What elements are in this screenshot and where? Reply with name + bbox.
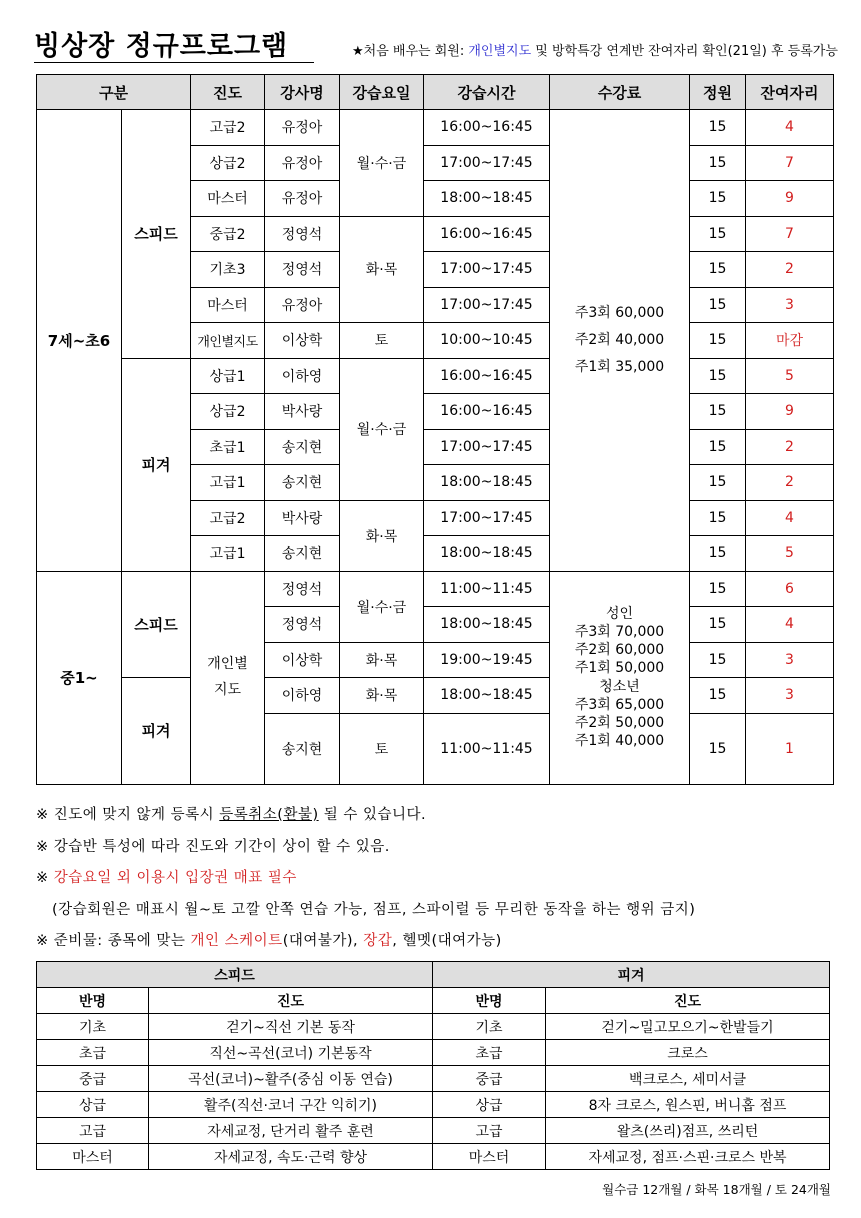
note-text: ※ 준비물: 종목에 맞는 [36, 933, 191, 949]
time-cell: 16:00~16:45 [424, 394, 550, 430]
capacity-cell: 15 [690, 394, 746, 430]
capacity-cell: 15 [690, 145, 746, 181]
capacity-cell: 15 [690, 358, 746, 394]
capacity-cell: 15 [690, 607, 746, 643]
class-cell: 상급 [433, 1092, 546, 1118]
note-equipment [36, 926, 695, 958]
fee-line: 주3회 65,000 [574, 696, 665, 713]
remaining-cell: 4 [746, 110, 834, 146]
instructor-cell: 유정아 [265, 110, 340, 146]
days-cell: 토 [340, 713, 424, 784]
figure-level-cell: 걷기~밀고모으기~한발들기 [546, 1014, 830, 1040]
days-cell: 월·수·금 [340, 571, 424, 642]
note-schedule: ※ 강습반 특성에 따라 진도와 기간이 상이 할 수 있음. [36, 838, 390, 855]
page-title: 빙상장 정규프로그램 [34, 31, 289, 62]
days-cell: 월·수·금 [340, 110, 424, 217]
note-mark: ※ [36, 870, 54, 886]
note-underline: 등록취소(환불) [219, 807, 319, 823]
capacity-cell: 15 [690, 713, 746, 784]
level-cell: 고급2 [191, 110, 265, 146]
remaining-cell: 7 [746, 216, 834, 252]
duration-footer: 월수금 12개월 / 화목 18개월 / 토 24개월 [602, 1182, 831, 1197]
time-cell: 17:00~17:45 [424, 429, 550, 465]
capacity-cell: 15 [690, 216, 746, 252]
level-row [37, 1040, 830, 1066]
class-cell: 기초 [433, 1014, 546, 1040]
remaining-cell: 9 [746, 181, 834, 217]
speed-category-cell: 스피드 [122, 571, 191, 678]
instructor-cell: 송지현 [265, 713, 340, 784]
fee-line: 주2회 40,000 [574, 331, 665, 348]
instructor-cell: 이하영 [265, 358, 340, 394]
fee-youth-label: 청소년 [599, 678, 640, 695]
header-level: 진도 [191, 75, 265, 110]
level-row [37, 1144, 830, 1170]
level-table [36, 961, 830, 1170]
capacity-cell: 15 [690, 536, 746, 572]
speed-level-cell: 자세교정, 단거리 활주 훈련 [149, 1118, 433, 1144]
time-cell: 16:00~16:45 [424, 110, 550, 146]
class-cell: 고급 [37, 1118, 149, 1144]
remaining-cell: 3 [746, 287, 834, 323]
remaining-cell: 4 [746, 500, 834, 536]
level-row [37, 1066, 830, 1092]
fee-cell [550, 110, 690, 572]
class-cell: 중급 [433, 1066, 546, 1092]
instructor-cell: 송지현 [265, 465, 340, 501]
speed-level-cell: 곡선(코너)~활주(중심 이동 연습) [149, 1066, 433, 1092]
table-row [37, 571, 834, 607]
remaining-cell: 2 [746, 465, 834, 501]
fee-line: 주1회 40,000 [574, 733, 665, 750]
note-ticket [36, 863, 695, 895]
level-subheader-row [37, 988, 830, 1014]
level-cell: 마스터 [191, 181, 265, 217]
level-cell: 고급2 [191, 500, 265, 536]
capacity-cell: 15 [690, 642, 746, 678]
instructor-cell: 정영석 [265, 216, 340, 252]
header-fee: 수강료 [550, 75, 690, 110]
level-cell [191, 571, 265, 784]
capacity-cell: 15 [690, 252, 746, 288]
table-row [37, 110, 834, 146]
title-underline [34, 62, 314, 63]
remaining-cell: 마감 [746, 323, 834, 359]
header-days: 강습요일 [340, 75, 424, 110]
figure-level-cell: 자세교정, 점프·스핀·크로스 반복 [546, 1144, 830, 1170]
capacity-cell: 15 [690, 181, 746, 217]
header-capacity: 정원 [690, 75, 746, 110]
level-cell: 중급2 [191, 216, 265, 252]
table-header-row [37, 75, 834, 110]
capacity-cell: 15 [690, 287, 746, 323]
figure-level-cell: 8자 크로스, 원스핀, 버니홉 점프 [546, 1092, 830, 1118]
registration-notice [352, 40, 838, 59]
instructor-cell: 정영석 [265, 571, 340, 607]
remaining-cell: 4 [746, 607, 834, 643]
time-cell: 10:00~10:45 [424, 323, 550, 359]
level-cell: 마스터 [191, 287, 265, 323]
remaining-cell: 5 [746, 536, 834, 572]
header-category: 구분 [37, 75, 191, 110]
level-cell: 고급1 [191, 465, 265, 501]
level-row [37, 1092, 830, 1118]
time-cell: 18:00~18:45 [424, 678, 550, 714]
instructor-cell: 이상학 [265, 323, 340, 359]
level-cell: 고급1 [191, 536, 265, 572]
class-cell: 초급 [37, 1040, 149, 1066]
fee-line: 주3회 60,000 [574, 305, 665, 322]
note-gloves: 장갑 [363, 933, 393, 949]
time-cell: 16:00~16:45 [424, 216, 550, 252]
fee-adult-label: 성인 [605, 605, 634, 622]
time-cell: 16:00~16:45 [424, 358, 550, 394]
time-cell: 19:00~19:45 [424, 642, 550, 678]
individual-level-text: 개인별 지도 [207, 656, 248, 698]
class-cell: 고급 [433, 1118, 546, 1144]
instructor-cell: 유정아 [265, 181, 340, 217]
fee-line: 주1회 50,000 [574, 660, 665, 677]
schedule-table [36, 74, 834, 785]
figure-category-cell: 피겨 [122, 678, 191, 785]
days-cell: 화·목 [340, 642, 424, 678]
fee-line: 주1회 35,000 [574, 358, 665, 375]
class-cell: 상급 [37, 1092, 149, 1118]
note-refund [36, 800, 695, 832]
figure-level-cell: 크로스 [546, 1040, 830, 1066]
instructor-cell: 유정아 [265, 145, 340, 181]
age-group-cell: 7세~초6 [37, 110, 122, 572]
notice-suffix: 및 방학특강 연계반 잔여자리 확인(21일) 후 등록가능 [531, 44, 838, 59]
level-cell: 상급2 [191, 394, 265, 430]
capacity-cell: 15 [690, 429, 746, 465]
notice-highlight: 개인별지도 [468, 44, 532, 59]
level-row [37, 1118, 830, 1144]
time-cell: 18:00~18:45 [424, 465, 550, 501]
time-cell: 11:00~11:45 [424, 713, 550, 784]
speed-header: 스피드 [37, 962, 433, 988]
class-cell: 기초 [37, 1014, 149, 1040]
time-cell: 17:00~17:45 [424, 500, 550, 536]
days-cell: 화·목 [340, 678, 424, 714]
level-cell: 상급2 [191, 145, 265, 181]
fee-line: 주2회 60,000 [574, 642, 665, 659]
remaining-cell: 3 [746, 678, 834, 714]
days-cell: 화·목 [340, 500, 424, 571]
class-header: 반명 [433, 988, 546, 1014]
remaining-cell: 2 [746, 429, 834, 465]
instructor-cell: 정영석 [265, 252, 340, 288]
level-header: 진도 [149, 988, 433, 1014]
instructor-cell: 송지현 [265, 536, 340, 572]
time-cell: 18:00~18:45 [424, 181, 550, 217]
time-cell: 18:00~18:45 [424, 607, 550, 643]
figure-level-cell: 백크로스, 세미서클 [546, 1066, 830, 1092]
notice-prefix: ★처음 배우는 회원: [352, 44, 469, 59]
note-text: (대여불가), [282, 933, 364, 949]
header-time: 강습시간 [424, 75, 550, 110]
capacity-cell: 15 [690, 571, 746, 607]
capacity-cell: 15 [690, 500, 746, 536]
remaining-cell: 5 [746, 358, 834, 394]
instructor-cell: 박사랑 [265, 394, 340, 430]
header-remaining: 잔여자리 [746, 75, 834, 110]
remaining-cell: 2 [746, 252, 834, 288]
remaining-cell: 1 [746, 713, 834, 784]
fee-line: 주3회 70,000 [574, 623, 665, 640]
note-practice: (강습회원은 매표시 월~토 고깔 안쪽 연습 가능, 점프, 스파이럴 등 무리한 동작을 하는 행위 금지) [52, 901, 696, 918]
instructor-cell: 정영석 [265, 607, 340, 643]
class-cell: 마스터 [37, 1144, 149, 1170]
notes-section [36, 800, 695, 958]
level-cell: 기초3 [191, 252, 265, 288]
level-header: 진도 [546, 988, 830, 1014]
capacity-cell: 15 [690, 465, 746, 501]
remaining-cell: 9 [746, 394, 834, 430]
level-cell: 상급1 [191, 358, 265, 394]
note-text: ※ 진도에 맞지 않게 등록시 [36, 807, 220, 823]
instructor-cell: 유정아 [265, 287, 340, 323]
instructor-cell: 이하영 [265, 678, 340, 714]
table-row [37, 678, 834, 714]
capacity-cell: 15 [690, 110, 746, 146]
days-cell: 월·수·금 [340, 358, 424, 500]
header-instructor: 강사명 [265, 75, 340, 110]
note-text: , 헬멧(대여가능) [392, 933, 502, 949]
age-group-cell: 중1~ [37, 571, 122, 784]
class-cell: 마스터 [433, 1144, 546, 1170]
table-row [37, 358, 834, 394]
note-skate: 개인 스케이트 [190, 933, 283, 949]
time-cell: 17:00~17:45 [424, 145, 550, 181]
level-header-row [37, 962, 830, 988]
instructor-cell: 박사랑 [265, 500, 340, 536]
time-cell: 11:00~11:45 [424, 571, 550, 607]
instructor-cell: 이상학 [265, 642, 340, 678]
capacity-cell: 15 [690, 678, 746, 714]
fee-line: 주2회 50,000 [574, 714, 665, 731]
days-cell: 화·목 [340, 216, 424, 323]
figure-level-cell: 왈츠(쓰리)점프, 쓰리턴 [546, 1118, 830, 1144]
instructor-cell: 송지현 [265, 429, 340, 465]
level-cell: 초급1 [191, 429, 265, 465]
figure-category-cell: 피겨 [122, 358, 191, 571]
time-cell: 17:00~17:45 [424, 252, 550, 288]
fee-cell [550, 571, 690, 784]
class-cell: 중급 [37, 1066, 149, 1092]
speed-level-cell: 직선~곡선(코너) 기본동작 [149, 1040, 433, 1066]
time-cell: 18:00~18:45 [424, 536, 550, 572]
days-cell: 토 [340, 323, 424, 359]
remaining-cell: 3 [746, 642, 834, 678]
level-cell: 개인별지도 [191, 323, 265, 359]
figure-header: 피겨 [433, 962, 830, 988]
speed-category-cell: 스피드 [122, 110, 191, 359]
class-cell: 초급 [433, 1040, 546, 1066]
note-text: 될 수 있습니다. [318, 807, 427, 823]
remaining-cell: 7 [746, 145, 834, 181]
note-ticket-text: 강습요일 외 이용시 입장권 매표 필수 [53, 870, 297, 886]
capacity-cell: 15 [690, 323, 746, 359]
speed-level-cell: 활주(직선·코너 구간 익히기) [149, 1092, 433, 1118]
level-row [37, 1014, 830, 1040]
speed-level-cell: 자세교정, 속도·근력 향상 [149, 1144, 433, 1170]
speed-level-cell: 걷기~직선 기본 동작 [149, 1014, 433, 1040]
time-cell: 17:00~17:45 [424, 287, 550, 323]
class-header: 반명 [37, 988, 149, 1014]
remaining-cell: 6 [746, 571, 834, 607]
